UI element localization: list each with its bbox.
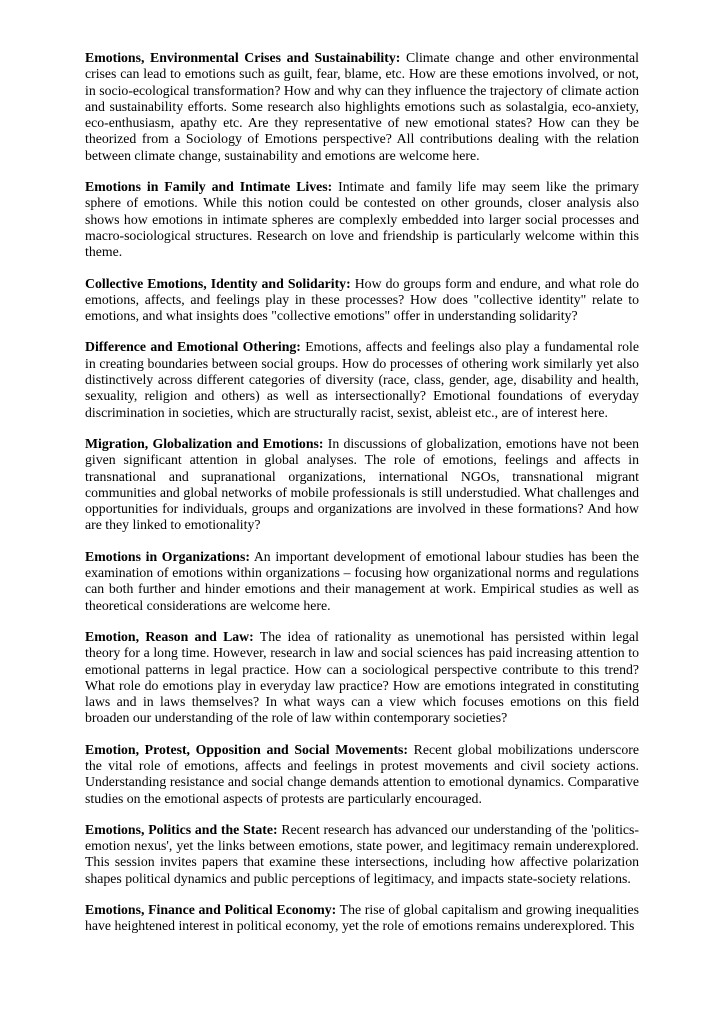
paragraph-protest-social-movements [85, 742, 639, 807]
paragraph-emotions-organizations [85, 549, 639, 614]
paragraph-heading: Emotions, Environmental Crises and Sustainability: [85, 50, 401, 65]
paragraph-heading: Emotion, Protest, Opposition and Social Movements: [85, 741, 409, 757]
paragraph-body: Intimate and family life may seem like the primary sphere of emotions. While this notion could be contested on other grounds, closer analysis also shows how emotions in intimate spheres are complexly embedded into larger social processes and macro-sociological structures. Research on love and friendship is particularly welcome within this theme. [85, 179, 639, 260]
paragraph-body: How do groups form and endure, and what role do emotions, affects, and feelings play in these processes? How does "collective identity" relate to emotions, and what insights does "collective emotions" offer in understanding solidarity? [85, 275, 639, 324]
paragraph-family-intimate-lives [85, 179, 639, 260]
paragraph-body: Recent global mobilizations underscore the vital role of emotions, affects and feelings in protest movements and civil society actions. Understanding resistance and social change demands attention to emotional dynamics. Comparative studies on the emotional aspects of protests are particularly encouraged. [85, 741, 639, 806]
paragraph-body: Recent research has advanced our understanding of the 'politics-emotion nexus', yet the links between emotions, state power, and legitimacy remain underexplored. This session invites papers that examine these intersections, including how affective polarization shapes political dynamics and public perceptions of legitimacy, and impacts state-society relations. [85, 821, 639, 886]
paragraph-environmental-crises [85, 50, 639, 164]
paragraph-body: An important development of emotional labour studies has been the examination of emotions within organizations – focusing how organizational norms and regulations can both further and hinder emotions and their management at work. Empirical studies as well as theoretical considerations are welcome here. [85, 548, 639, 613]
paragraph-body: In discussions of globalization, emotions have not been given significant attention in global analyses. The role of emotions, feelings and affects in transnational and supranational organizations, international NGOs, transnational migrant communities and global networks of mobile professionals is still understudied. What challenges and opportunities for individuals, groups and organizations are involved in these formations? And how are they linked to emotionality? [85, 435, 640, 533]
paragraph-heading: Emotions, Finance and Political Economy: [85, 902, 337, 918]
paragraph-heading: Emotions in Organizations: [85, 548, 250, 564]
paragraph-heading: Emotions, Politics and the State: [85, 821, 278, 837]
paragraph-collective-emotions [85, 276, 639, 325]
paragraph-body: The rise of global capitalism and growing inequalities have heightened interest in political economy, yet the role of emotions remains underexplored. This [85, 902, 639, 934]
paragraph-finance-political-economy [85, 902, 639, 935]
paragraph-heading: Migration, Globalization and Emotions: [85, 435, 324, 451]
paragraph-heading: Difference and Emotional Othering: [85, 339, 301, 355]
paragraph-migration-globalization [85, 436, 639, 534]
paragraph-emotion-reason-law [85, 629, 639, 727]
paragraph-heading: Collective Emotions, Identity and Solidarity: [85, 275, 351, 291]
paragraph-body: Climate change and other environmental crises can lead to emotions such as guilt, fear, blame, etc. How are these emotions involved, or not, in socio-ecological transformation? How and why can they influence the trajectory of climate action and sustainability efforts. Some research also highlights emotions such as solastalgia, eco-anxiety, eco-enthusiasm, apathy etc. Are they representative of new emotional states? How can they be theorized from a Sociology of Emotions perspective? All contributions dealing with the relation between climate change, sustainability and emotions are welcome here. [85, 50, 639, 163]
paragraph-emotional-othering [85, 339, 639, 420]
paragraph-heading: Emotion, Reason and Law: [85, 628, 254, 644]
paragraph-body: Emotions, affects and feelings also play a fundamental role in creating boundaries between social groups. How do processes of othering work similarly yet also distinctively across different categories of diversity (race, class, gender, age, disability and health, sexuality, religion and others) as well as intersectionally? Emotional foundations of everyday discrimination in societies, which are structurally racist, sexist, ableist etc., are of interest here. [85, 339, 639, 420]
text-column [85, 50, 639, 950]
paragraph-body: The idea of rationality as unemotional has persisted within legal theory for a long time. However, research in law and social sciences has paid increasing attention to emotional patterns in legal practice. How can a sociological perspective contribute to this trend? What role do emotions play in everyday law practice? How are emotions integrated in constituting laws and in laws themselves? In what ways can a view which focuses emotions on this field broaden our understanding of the role of law within contemporary societies? [85, 628, 639, 726]
paragraph-politics-state [85, 822, 639, 887]
paragraph-heading: Emotions in Family and Intimate Lives: [85, 179, 333, 195]
